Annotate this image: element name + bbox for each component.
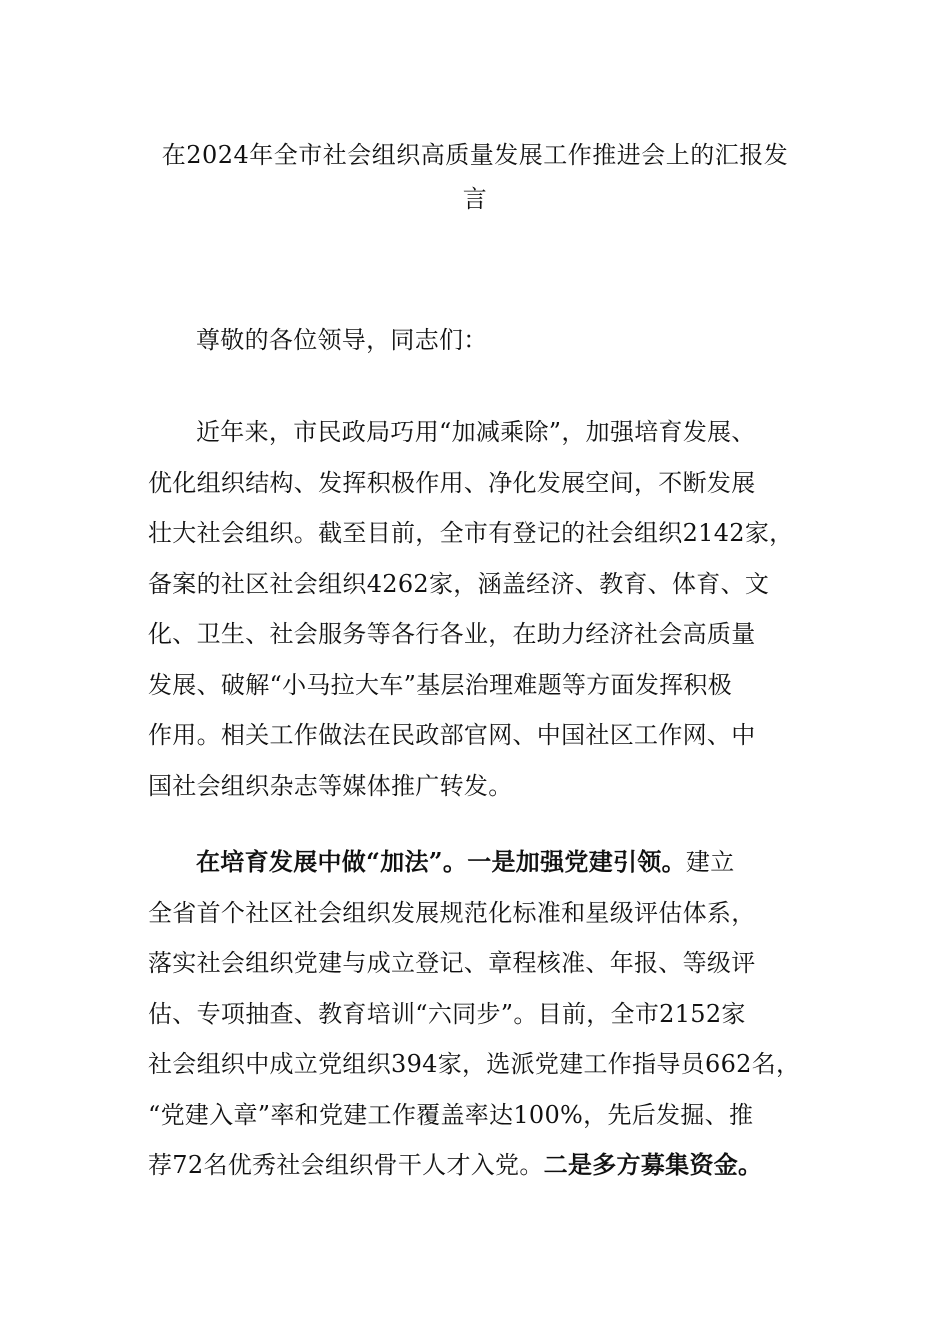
paragraph-line: 作用。相关工作做法在民政部官网、中国社区工作网、中: [148, 721, 756, 749]
intro-paragraph: [148, 407, 838, 811]
greeting-paragraph: [148, 315, 838, 366]
paragraph-line: 化、卫生、社会服务等各行各业，在助力经济社会高质量: [148, 620, 756, 648]
paragraph-line: [148, 1140, 838, 1191]
paragraph-text: 建立: [685, 848, 735, 876]
paragraph-line: 发展、破解“小马拉大车”基层治理难题等方面发挥积极: [148, 670, 733, 699]
paragraph-line: 估、专项抽查、教育培训“六同步”。目前，全市2152家: [148, 999, 746, 1028]
title-line-1: 在2024年全市社会组织高质量发展工作推进会上的汇报发: [161, 141, 789, 169]
subsection-heading: 二是多方募集资金。: [543, 1150, 763, 1179]
greeting-text: 尊敬的各位领导，同志们：: [196, 326, 488, 354]
cultivation-paragraph: [148, 837, 838, 1191]
paragraph-text: 荐72名优秀社会组织骨干人才入党。: [148, 1151, 544, 1179]
section-heading: 在培育发展中做“加法”。一是加强党建引领。: [196, 847, 686, 876]
paragraph-line: 近年来，市民政局巧用“加减乘除”，加强培育发展、: [196, 418, 756, 446]
paragraph-line: 社会组织中成立党组织394家，选派党建工作指导员662名，: [148, 1050, 801, 1078]
title-line-2: 言: [462, 185, 488, 213]
paragraph-line: 壮大社会组织。截至目前，全市有登记的社会组织2142家，: [148, 519, 794, 547]
paragraph-line: 优化组织结构、发挥积极作用、净化发展空间，不断发展: [148, 468, 756, 497]
paragraph-line: 全省首个社区社会组织发展规范化标准和星级评估体系，: [148, 898, 756, 927]
paragraph-line: 落实社会组织党建与成立登记、章程核准、年报、等级评: [148, 949, 756, 977]
paragraph-line: 备案的社区社会组织4262家，涵盖经济、教育、体育、文: [148, 569, 770, 598]
paragraph-line: “党建入章”率和党建工作覆盖率达100%，先后发掘、推: [148, 1100, 754, 1129]
paragraph-line: 国社会组织杂志等媒体推广转发。: [148, 771, 513, 800]
document-title: [140, 133, 810, 221]
paragraph-line: [148, 837, 838, 888]
